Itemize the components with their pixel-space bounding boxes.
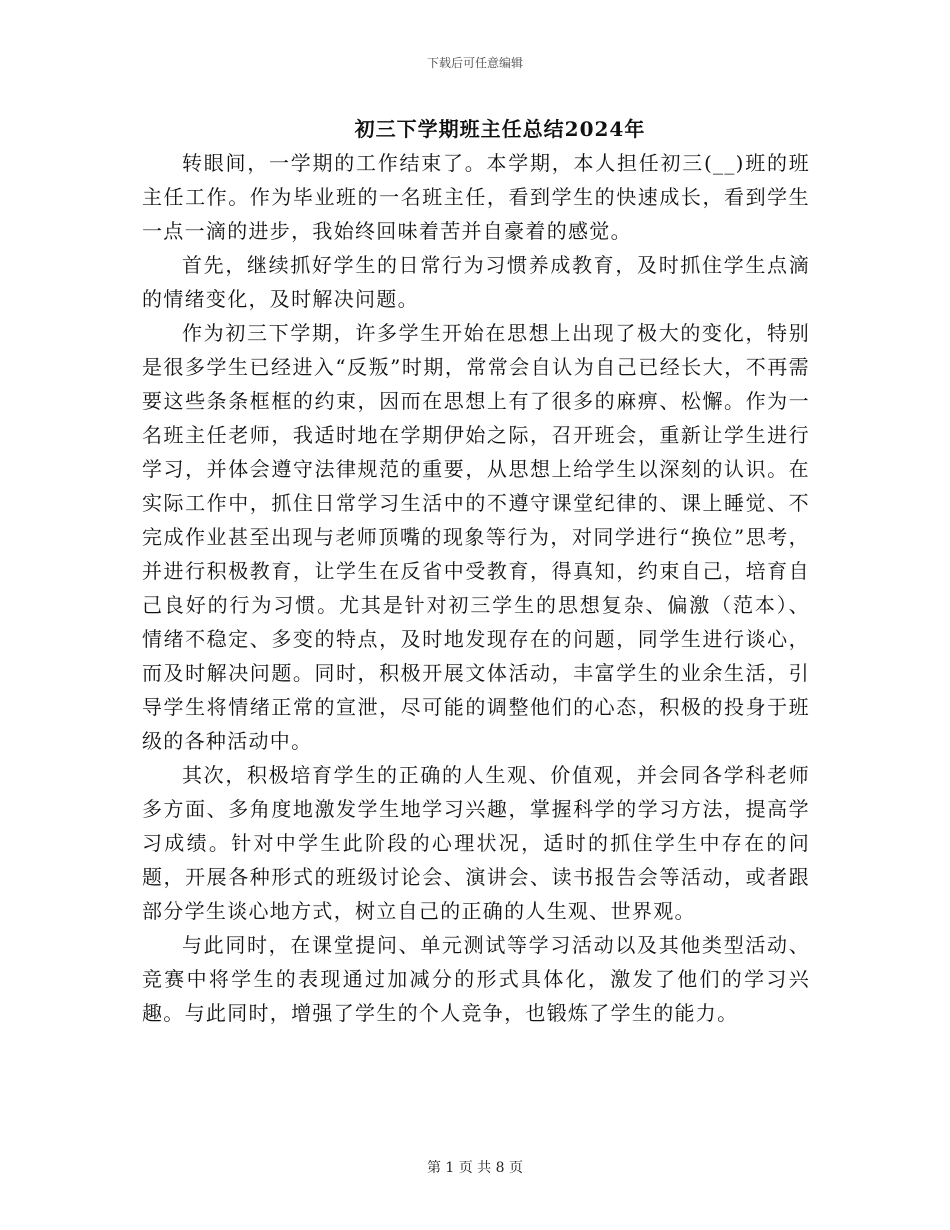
page-number-footer: 第 1 页 共 8 页 xyxy=(426,1160,524,1176)
paragraph: 转眼间，一学期的工作结束了。本学期，本人担任初三(__)班的班主任工作。作为毕业班的一名班主任，看到学生的快速成长，看到学生一点一滴的进步，我始终回味着苦并自豪着的感觉。 xyxy=(142,151,810,243)
document-title: 初三下学期班主任总结2024年 xyxy=(354,117,646,141)
header-note: 下载后可任意编辑 xyxy=(426,56,523,70)
paragraph: 作为初三下学期，许多学生开始在思想上出现了极大的变化，特别是很多学生已经进入“反叛”时期，常常会自认为自己已经长大，不再需要这些条条框框的约束，因而在思想上有了很多的麻痹、松懈。作为一名班主任老师，我适时地在学期伊始之际，召开班会，重新让学生进行学习，并体会遵守法律规范的重要，从思想上给学生以深刻的认识。在实际工作中，抓住日常学习生活中的不遵守课堂纪律的、课上睡觉、不完成作业甚至出现与老师顶嘴的现象等行为，对同学进行“换位”思考，并进行积极教育，让学生在反省中受教育，得真知，约束自己，培育自己良好的行为习惯。尤其是针对初三学生的思想复杂、偏激（范本）、情绪不稳定、多变的特点，及时地发现存在的问题，同学生进行谈心，而及时解决问题。同时，积极开展文体活动，丰富学生的业余生活，引导学生将情绪正常的宣泄，尽可能的调整他们的心态，积极的投身于班级的各种活动中。 xyxy=(142,321,810,753)
document-body xyxy=(142,146,810,1030)
paragraph: 其次，积极培育学生的正确的人生观、价值观，并会同各学科老师多方面、多角度地激发学生地学习兴趣，掌握科学的学习方法，提高学习成绩。针对中学生此阶段的心理状况，适时的抓住学生中存在的问题，开展各种形式的班级讨论会、演讲会、读书报告会等活动，或者跟部分学生谈心地方式，树立自己的正确的人生观、世界观。 xyxy=(142,763,810,923)
paragraph: 首先，继续抓好学生的日常行为习惯养成教育，及时抓住学生点滴的情绪变化，及时解决问题。 xyxy=(142,253,810,311)
paragraph: 与此同时，在课堂提问、单元测试等学习活动以及其他类型活动、竞赛中将学生的表现通过加减分的形式具体化，激发了他们的学习兴趣。与此同时，增强了学生的个人竞争，也锻炼了学生的能力。 xyxy=(142,933,810,1025)
